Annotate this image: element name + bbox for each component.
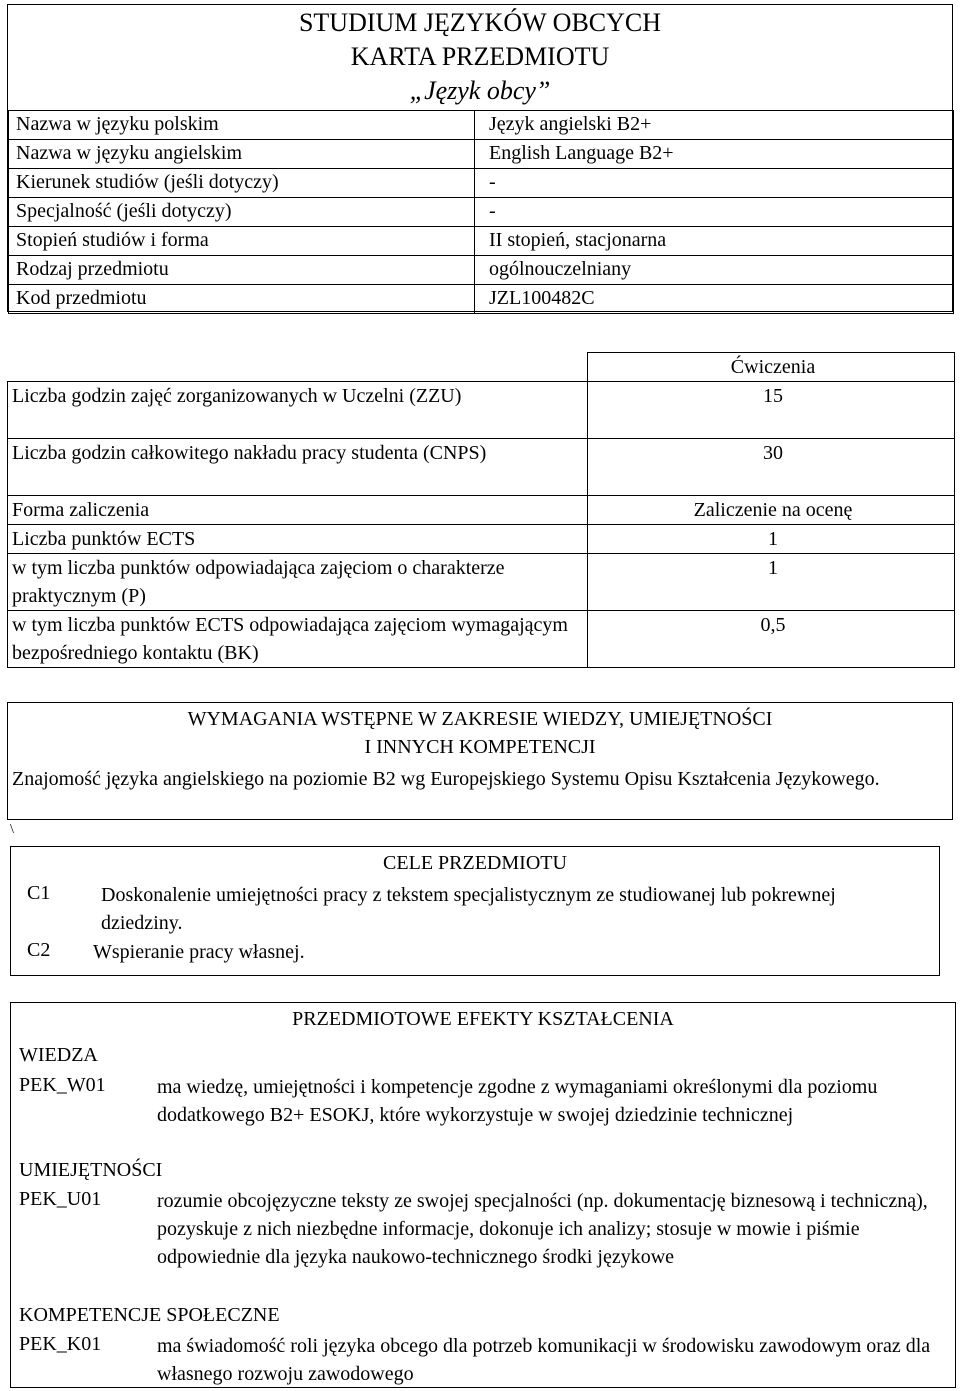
empty-cell <box>8 353 588 382</box>
course-info-table <box>8 110 954 314</box>
requirements-text: Znajomość języka angielskiego na poziomie B2 wg Europejskiego Systemu Opisu Kształcenia Językowego. <box>12 768 880 790</box>
table-row <box>9 198 954 227</box>
hours-label: w tym liczba punktów ECTS odpowiadająca zajęciom wymagającym bezpośredniego kontaktu (BK) <box>8 611 588 668</box>
info-label: Nazwa w języku polskim <box>9 111 475 140</box>
info-value: II stopień, stacjonarna <box>475 227 954 256</box>
hours-value: Zaliczenie na ocenę <box>588 496 955 525</box>
requirements-title-line1: WYMAGANIA WSTĘPNE W ZAKRESIE WIEDZY, UMIEJĘTNOŚCI <box>187 708 773 730</box>
hours-table <box>7 352 955 668</box>
column-header: Ćwiczenia <box>588 353 955 382</box>
requirements-section <box>7 702 953 820</box>
hours-label: w tym liczba punktów odpowiadająca zajęciom o charakterze praktycznym (P) <box>8 554 588 611</box>
info-value: - <box>475 169 954 198</box>
objective-code: C2 <box>27 939 51 961</box>
table-row <box>8 554 955 611</box>
institution-title: STUDIUM JĘZYKÓW OBCYCH <box>298 8 662 37</box>
outcome-category: UMIEJĘTNOŚCI <box>19 1159 163 1181</box>
objective-text: Wspieranie pracy własnej. <box>93 941 305 963</box>
document-title: KARTA PRZEDMIOTU <box>350 42 610 71</box>
hours-value: 1 <box>588 554 955 611</box>
table-row <box>9 227 954 256</box>
info-label: Rodzaj przedmiotu <box>9 256 475 285</box>
objectives-title: CELE PRZEDMIOTU <box>383 852 567 874</box>
hours-value: 30 <box>588 439 955 496</box>
table-row <box>8 353 955 382</box>
info-value: ogólnouczelniany <box>475 256 954 285</box>
info-label: Kod przedmiotu <box>9 285 475 314</box>
table-row <box>9 111 954 140</box>
outcome-category: KOMPETENCJE SPOŁECZNE <box>19 1304 280 1326</box>
hours-label: Forma zaliczenia <box>8 496 588 525</box>
info-value: Język angielski B2+ <box>475 111 954 140</box>
hours-value: 1 <box>588 525 955 554</box>
info-value: - <box>475 198 954 227</box>
table-row <box>8 496 955 525</box>
info-value: English Language B2+ <box>475 140 954 169</box>
outcome-text: rozumie obcojęzyczne teksty ze swojej specjalności (np. dokumentację biznesową i techniczną), pozyskuje z nich niezbędne informacje, dokonuje ich analizy; stosuje w mowie i piśmie odpowiednie dla języka naukowo-technicznego środki językowe <box>157 1190 928 1268</box>
subject-title: „Język obcy” <box>409 76 551 105</box>
outcomes-section <box>10 1002 956 1388</box>
info-label: Stopień studiów i forma <box>9 227 475 256</box>
objectives-section <box>10 846 940 976</box>
hours-label: Liczba godzin zajęć zorganizowanych w Uczelni (ZZU) <box>8 382 588 439</box>
table-row <box>9 285 954 314</box>
info-label: Kierunek studiów (jeśli dotyczy) <box>9 169 475 198</box>
info-value: JZL100482C <box>475 285 954 314</box>
outcome-category: WIEDZA <box>19 1044 98 1066</box>
table-row <box>8 525 955 554</box>
objective-text: Doskonalenie umiejętności pracy z tekstem specjalistycznym ze studiowanej lub pokrewnej dziedziny. <box>101 884 836 934</box>
info-label: Nazwa w języku angielskim <box>9 140 475 169</box>
hours-value: 0,5 <box>588 611 955 668</box>
outcome-code: PEK_U01 <box>19 1188 102 1210</box>
table-row <box>8 382 955 439</box>
outcome-text: ma świadomość roli języka obcego dla potrzeb komunikacji w środowisku zawodowym oraz dla własnego rozwoju zawodowego <box>157 1335 931 1385</box>
hours-label: Liczba godzin całkowitego nakładu pracy studenta (CNPS) <box>8 439 588 496</box>
stray-mark: \ <box>10 822 14 837</box>
table-row <box>8 611 955 668</box>
outcome-code: PEK_W01 <box>19 1074 106 1096</box>
table-row <box>9 256 954 285</box>
objective-code: C1 <box>27 882 51 904</box>
info-label: Specjalność (jeśli dotyczy) <box>9 198 475 227</box>
outcome-code: PEK_K01 <box>19 1333 102 1355</box>
table-row <box>9 140 954 169</box>
table-row <box>8 439 955 496</box>
requirements-title-line2: I INNYCH KOMPETENCJI <box>364 736 596 758</box>
outcome-text: ma wiedzę, umiejętności i kompetencje zgodne z wymaganiami określonymi dla poziomu dodatkowego B2+ ESOKJ, które wykorzystuje w swojej dziedzinie technicznej <box>157 1076 878 1126</box>
hours-value: 15 <box>588 382 955 439</box>
outcomes-title: PRZEDMIOTOWE EFEKTY KSZTAŁCENIA <box>292 1008 674 1030</box>
course-card-header <box>7 4 953 312</box>
hours-label: Liczba punktów ECTS <box>8 525 588 554</box>
table-row <box>9 169 954 198</box>
